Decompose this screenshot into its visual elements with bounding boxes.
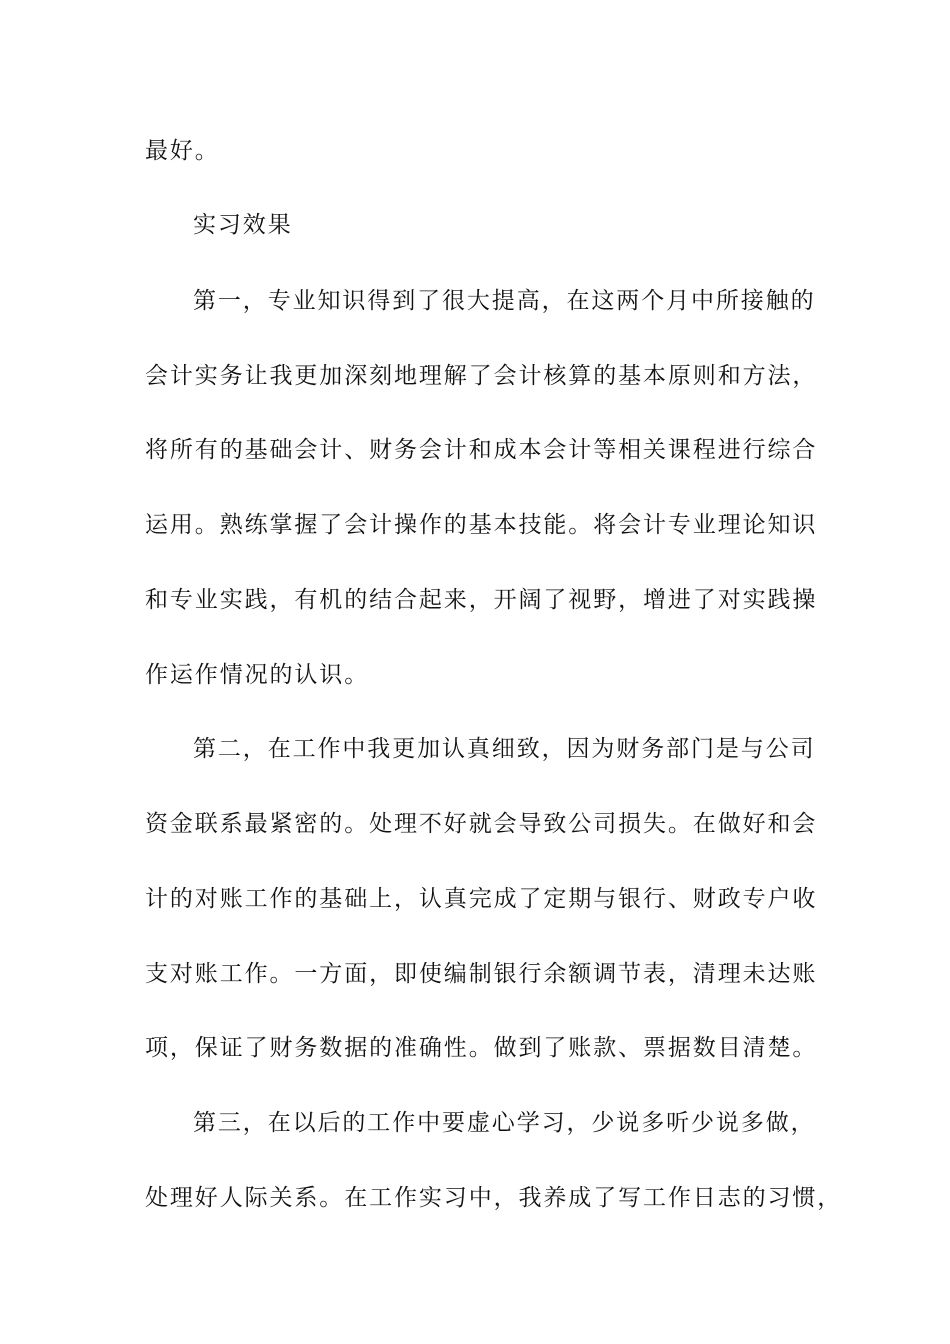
text-line: 项，保证了财务数据的准确性。做到了账款、票据数目清楚。 xyxy=(145,1035,818,1061)
text-line: 支对账工作。一方面，即使编制银行余额调节表，清理未达账 xyxy=(145,961,818,987)
text-line: 会计实务让我更加深刻地理解了会计核算的基本原则和方法， xyxy=(145,363,818,389)
paragraph-first-line: 第一，专业知识得到了很大提高，在这两个月中所接触的 xyxy=(193,288,816,314)
text-line: 处理好人际关系。在工作实习中，我养成了写工作日志的习惯， xyxy=(145,1185,843,1211)
text-line: 和专业实践，有机的结合起来，开阔了视野，增进了对实践操 xyxy=(145,587,818,613)
paragraph-first-line: 第三，在以后的工作中要虚心学习，少说多听少说多做， xyxy=(193,1110,816,1136)
text-line: 运用。熟练掌握了会计操作的基本技能。将会计专业理论知识 xyxy=(145,512,818,538)
text-line: 将所有的基础会计、财务会计和成本会计等相关课程进行综合 xyxy=(145,437,818,463)
paragraph-first-line: 第二，在工作中我更加认真细致，因为财务部门是与公司 xyxy=(193,736,816,762)
text-line: 最好。 xyxy=(145,138,220,164)
text-line: 作运作情况的认识。 xyxy=(145,662,370,688)
text-line: 计的对账工作的基础上，认真完成了定期与银行、财政专户收 xyxy=(145,886,818,912)
text-line: 资金联系最紧密的。处理不好就会导致公司损失。在做好和会 xyxy=(145,811,818,837)
section-heading: 实习效果 xyxy=(193,212,293,238)
